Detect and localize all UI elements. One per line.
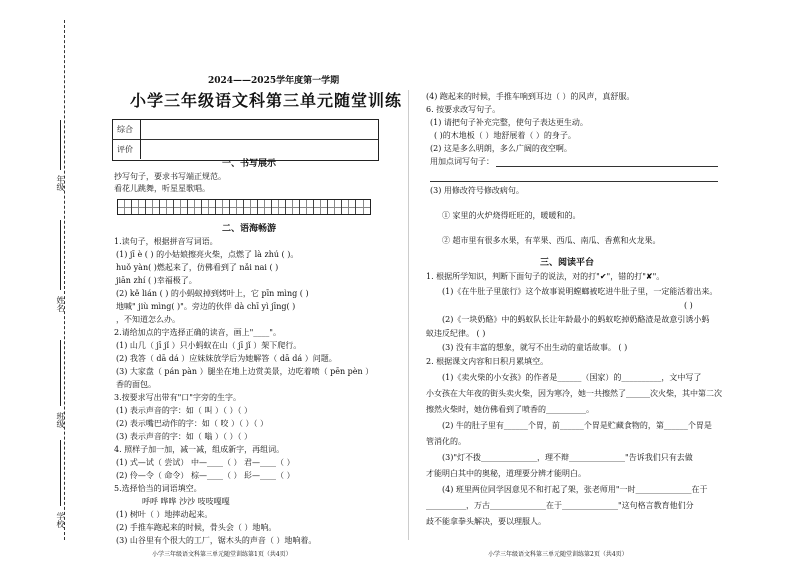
q2-prompt: 2.请给加点的字选择正确的读音，画上"____"。 (114, 328, 281, 337)
q6-answer-line-2[interactable] (430, 181, 718, 182)
section2-title: 二、语海畅游 (222, 224, 277, 234)
q3-prompt: 3.按要求写出带有"口"字旁的生字。 (114, 393, 241, 402)
term-header: 2024——2025学年度第一学期 (208, 76, 340, 86)
q1-line6: ，不知道怎么办。 (116, 315, 180, 324)
s3-q2-line9[interactable]: __________，万古______________在于______________"这句格言教育他们分 (426, 501, 694, 510)
binding-name-line[interactable] (60, 220, 71, 290)
score-label-eval: 评价 (117, 145, 133, 154)
q5-line4[interactable]: (4) 跑起来的时候，手推车响到耳边（ ）的风声，真舒服。 (426, 92, 635, 101)
q4-line2[interactable]: (2) 伶—令（ 命令） 棕—____（ ） 髟—____（ ） (116, 471, 295, 480)
left-page (112, 0, 403, 561)
q1-line1[interactable]: (1) jī è ( ) 的小姑娘擦亮火柴，点燃了 là zhú ( )。 (116, 250, 299, 259)
s3-q1-line4[interactable]: (3) 没有丰富的想象，就写不出生动的童话故事。 ( ) (442, 343, 628, 352)
s3-q2-line7: 才能明白其中的奥秘，道理要分辨才能明白。 (426, 469, 586, 478)
page-title: 小学三年级语文科第三单元随堂训练 (130, 91, 403, 110)
q3-line3[interactable]: (3) 表示声音的字：如（ 嗡 ）（ ）（ ） (116, 432, 253, 441)
q5-line3[interactable]: (3) 山谷里有个很大的工厂，锯木头的声音（ ）地响着。 (116, 536, 317, 545)
score-label-overall: 综合 (117, 125, 133, 134)
section1-sentence: 看花儿跳舞，听星星歌唱。 (114, 184, 210, 193)
q3-line1[interactable]: (1) 表示声音的字：如（ 叫 ）（ ）（ ） (116, 406, 253, 415)
footer-right: 小学三年级语文科第三单元随堂训练第2页（共4页） (488, 551, 628, 558)
q1-line4[interactable]: (2) kě lián ( ) 的小蚂蚁掉到烤叶上，它 pīn mìng ( ) (116, 289, 309, 298)
binding-class-label: 班级 (56, 412, 65, 428)
s3-q1-answer1[interactable]: ( ) (684, 301, 693, 310)
q6-line4: 用加点词写句子： (430, 157, 494, 166)
q5-line1[interactable]: (1) 树叶（ ）地摔动起来。 (116, 510, 213, 519)
q5-prompt: 5.选择恰当的词语填空。 (114, 484, 202, 493)
q2-line1[interactable]: (1) 山几（ jī jǐ ）只小蚂蚁在山（ jī jǐ ）架下爬行。 (116, 341, 302, 350)
s3-q2-line10: 歧不能拿拳头解决，要以理服人。 (426, 517, 546, 526)
q2-line4: 香的面包。 (116, 380, 156, 389)
binding-strip (0, 0, 78, 561)
footer-left: 小学三年级语文科第三单元随堂训练第1页（共4页） (152, 551, 292, 558)
column-divider (408, 90, 409, 540)
q1-line5[interactable]: 地喊" jiù mìng( )"。旁边的伙伴 dà chī yì jīng( ) (116, 302, 296, 311)
q3-line2[interactable]: (2) 表示嘴巴动作的字：如（ 咬 ）（ ）（ ） (116, 419, 269, 428)
s3-q1-prompt: 1. 根据所学知识，判断下面句子的说法，对的打"✔"，错的打"✘"。 (426, 272, 665, 281)
q4-prompt: 4. 照样子加一加，减一减，组成新字，再组词。 (114, 445, 285, 454)
s3-q1-line1: (1)《在牛肚子里旅行》这个故事说明螳螂被吃进牛肚子里，一定能活着出来。 (442, 287, 718, 296)
binding-name-label: 姓名 (56, 296, 65, 312)
section3-title: 三、阅读平台 (540, 258, 595, 268)
q1-line2[interactable]: huǒ yàn( )燃起来了，仿佛看到了 nǎi nai ( ) (116, 263, 279, 272)
s3-q2-line3[interactable]: 擦然火柴时，她仿佛看到了喷香的__________。 (426, 405, 594, 414)
s3-q2-line6[interactable]: (3)"灯不拨______________，理不辩______________"告诉我们只有去做 (442, 453, 693, 462)
score-box-divider (112, 139, 378, 140)
q6-answer-line-1[interactable] (496, 166, 718, 167)
score-box (112, 119, 379, 161)
score-box-vline (140, 119, 141, 159)
section1-instruction: 抄写句子，要求书写端正规范。 (114, 172, 226, 181)
s3-q1-line3[interactable]: 蚁违反纪律。 ( ) (426, 329, 486, 338)
s3-q2-line5: 管消化的。 (426, 437, 466, 446)
q6-line6[interactable]: ① 家里的火炉烧得旺旺的，暖暖和的。 (442, 211, 581, 220)
binding-grade-line[interactable] (60, 120, 71, 170)
section1-title: 一、书写展示 (222, 159, 277, 169)
s3-q2-line2[interactable]: 小女孩在大年夜的街头卖火柴，因为寒冷，她一共擦然了______次火柴，其中第二次 (426, 389, 722, 398)
q6-line2[interactable]: ( )的木地板（ ）地舒展着（ ）的身子。 (434, 131, 576, 140)
q4-line1[interactable]: (1) 式—试（ 尝试） 中—____（ ） 君—____（ ） (116, 458, 295, 467)
q2-line2[interactable]: (2) 我答（ dā dá ）应妹妹放学后为她解答（ dā dá ）问题。 (116, 354, 337, 363)
q5-word-bank: 呼呼 哗哗 沙沙 吱吱嘎嘎 (142, 497, 230, 506)
s3-q2-line1[interactable]: (1)《卖火柴的小女孩》的作者是______（国家）的__________，文中写了 (442, 373, 702, 382)
q2-line3[interactable]: (3) 大家盘（ pán pàn ）腿坐在地上边赏美景，边吃着喷（ pēn pèn ） (116, 367, 374, 376)
q6-line1: (1) 请把句子补充完整，使句子表达更生动。 (430, 118, 588, 127)
s3-q2-line8[interactable]: (4) 班里两位同学因意见不和打起了架，张老师用"一时______________在于 (442, 485, 708, 494)
s3-q2-line4[interactable]: (2) 牛的肚子里有______个胃，前______个胃是贮藏食物的，第______个胃是 (442, 421, 712, 430)
binding-grade-label: 年级 (56, 175, 65, 191)
binding-school-line[interactable] (60, 440, 71, 506)
writing-grid[interactable] (117, 199, 371, 215)
q6-line7[interactable]: ② 超市里有很多水果，有苹果、西瓜、南瓜、香蕉和火龙果。 (442, 236, 661, 245)
q1-prompt: 1.读句子，根据拼音写词语。 (114, 237, 218, 246)
binding-class-line[interactable] (60, 340, 71, 406)
s3-q2-prompt: 2. 根据课文内容和日积月累填空。 (426, 357, 549, 366)
right-page (426, 0, 726, 561)
s3-q1-line2: (2)《一块奶酪》中的蚂蚁队长让年龄最小的蚂蚁吃掉奶酪渣是故意引诱小蚂 (442, 315, 710, 324)
q6-line5: (3) 用修改符号修改病句。 (430, 186, 524, 195)
q5-line2[interactable]: (2) 手推车跑起来的时候，骨头会（ ）地响。 (116, 523, 277, 532)
q1-line3[interactable]: jiān zhí ( )幸福极了。 (116, 276, 197, 285)
binding-school-label: 学校 (56, 512, 65, 528)
q6-prompt: 6. 按要求改写句子。 (426, 105, 501, 114)
q6-line3: (2) 这是多么明朗，多么广阔的夜空啊。 (430, 144, 572, 153)
